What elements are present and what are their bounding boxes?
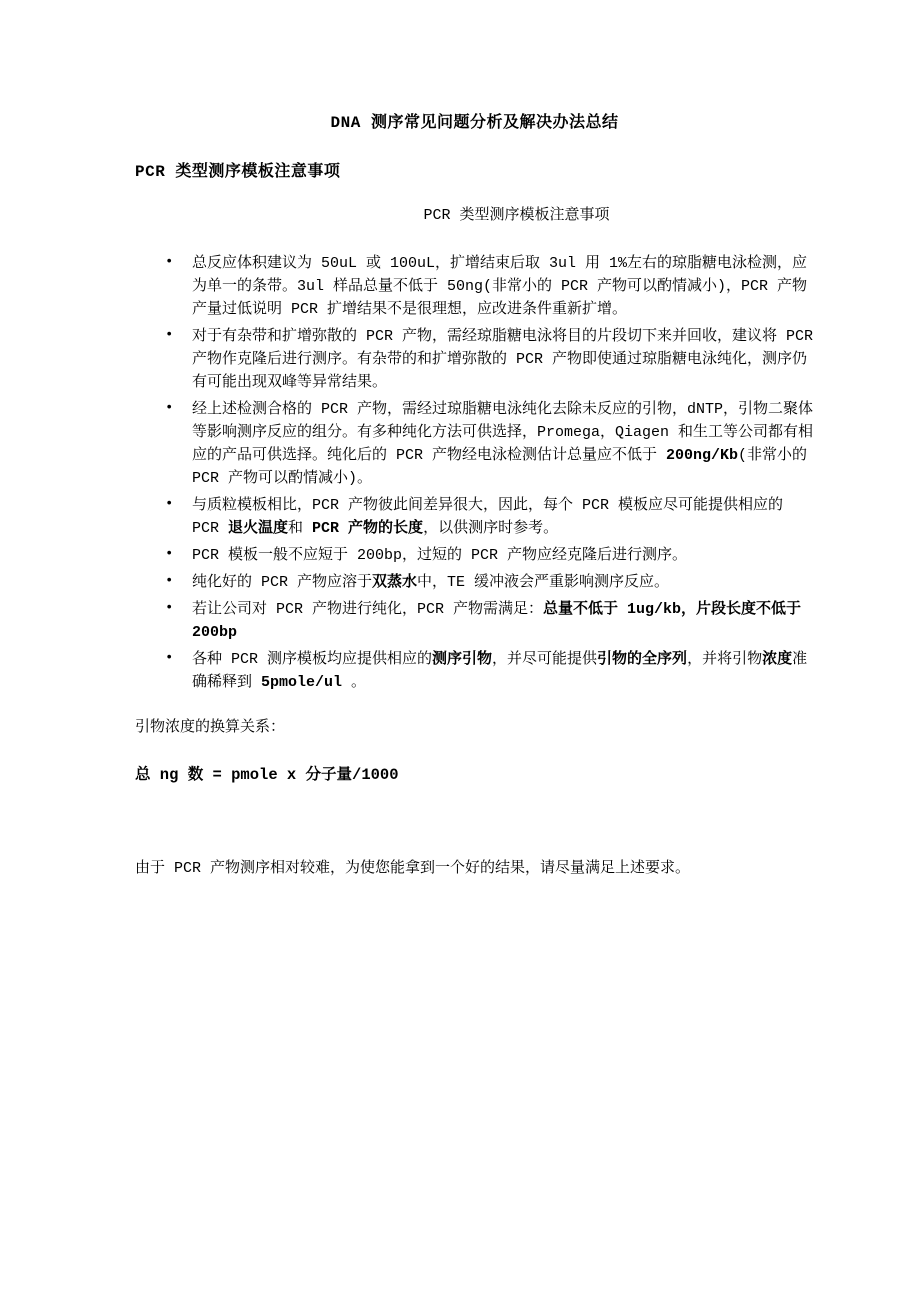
bullet-text: 经上述检测合格的 PCR 产物，需经过琼脂糖电泳纯化去除未反应的引物，dNTP，引物二聚体等影响测序反应的组分。有多种纯化方法可供选择，Promega，Qiagen 和生工等公司都有相应的产品可供选择。纯化后的 PCR 产物经电泳检测估计总量应不低于 200ng/Kb(非常小的 PCR 产物可以酌情减小)。 <box>192 401 814 487</box>
section-subheading: PCR 类型测序模板注意事项 <box>423 207 610 224</box>
bullet-icon: • <box>165 254 174 270</box>
bullet-text: 总反应体积建议为 50uL 或 100uL，扩增结束后取 3ul 用 1%左右的琼脂糖电泳检测，应为单一的条带。3ul 样品总量不低于 50ng(非常小的 PCR 产物可以酌情减小)，PCR 产物产量过低说明 PCR 扩增结果不是很理想，应改进条件重新扩增。 <box>192 255 808 318</box>
document-title: DNA 测序常见问题分析及解决办法总结 <box>330 114 619 132</box>
closing-note: 由于 PCR 产物测序相对较难，为使您能拿到一个好的结果，请尽量满足上述要求。 <box>135 860 691 877</box>
bullet-item <box>135 598 814 644</box>
bullet-item <box>135 571 814 594</box>
bullet-icon: • <box>165 327 174 343</box>
bullet-text: 纯化好的 PCR 产物应溶于双蒸水中，TE 缓冲液会严重影响测序反应。 <box>192 574 670 591</box>
bullet-item <box>135 325 814 394</box>
bullet-icon: • <box>165 400 174 416</box>
bullet-item <box>135 252 814 321</box>
primer-conversion-label: 引物浓度的换算关系： <box>135 719 286 736</box>
bullet-item <box>135 648 814 694</box>
bullet-text: 各种 PCR 测序模板均应提供相应的测序引物，并尽可能提供引物的全序列，并将引物浓度准确稀释到 5pmole/ul 。 <box>192 651 808 691</box>
bullet-text: 与质粒模板相比，PCR 产物彼此间差异很大，因此，每个 PCR 模板应尽可能提供相应的 PCR 退火温度和 PCR 产物的长度，以供测序时参考。 <box>192 497 784 537</box>
primer-conversion-formula: 总 ng 数 = pmole x 分子量/1000 <box>135 766 399 784</box>
bullet-icon: • <box>165 546 174 562</box>
bullet-item <box>135 398 814 490</box>
bullet-icon: • <box>165 600 174 616</box>
bullet-icon: • <box>165 573 174 589</box>
bullet-item <box>135 544 814 567</box>
bullet-text: PCR 模板一般不应短于 200bp，过短的 PCR 产物应经克隆后进行测序。 <box>192 547 688 564</box>
bullet-list <box>135 252 814 694</box>
bullet-item <box>135 494 814 540</box>
section-heading: PCR 类型测序模板注意事项 <box>135 163 341 181</box>
bullet-text: 对于有杂带和扩增弥散的 PCR 产物，需经琼脂糖电泳将目的片段切下来并回收，建议将 PCR 产物作克隆后进行测序。有杂带的和扩增弥散的 PCR 产物即使通过琼脂糖电泳纯化，测序仍有可能出现双峰等异常结果。 <box>192 328 814 391</box>
bullet-text: 若让公司对 PCR 产物进行纯化，PCR 产物需满足：总量不低于 1ug/kb，片段长度不低于 200bp <box>192 601 802 641</box>
bullet-icon: • <box>165 650 174 666</box>
bullet-icon: • <box>165 496 174 512</box>
